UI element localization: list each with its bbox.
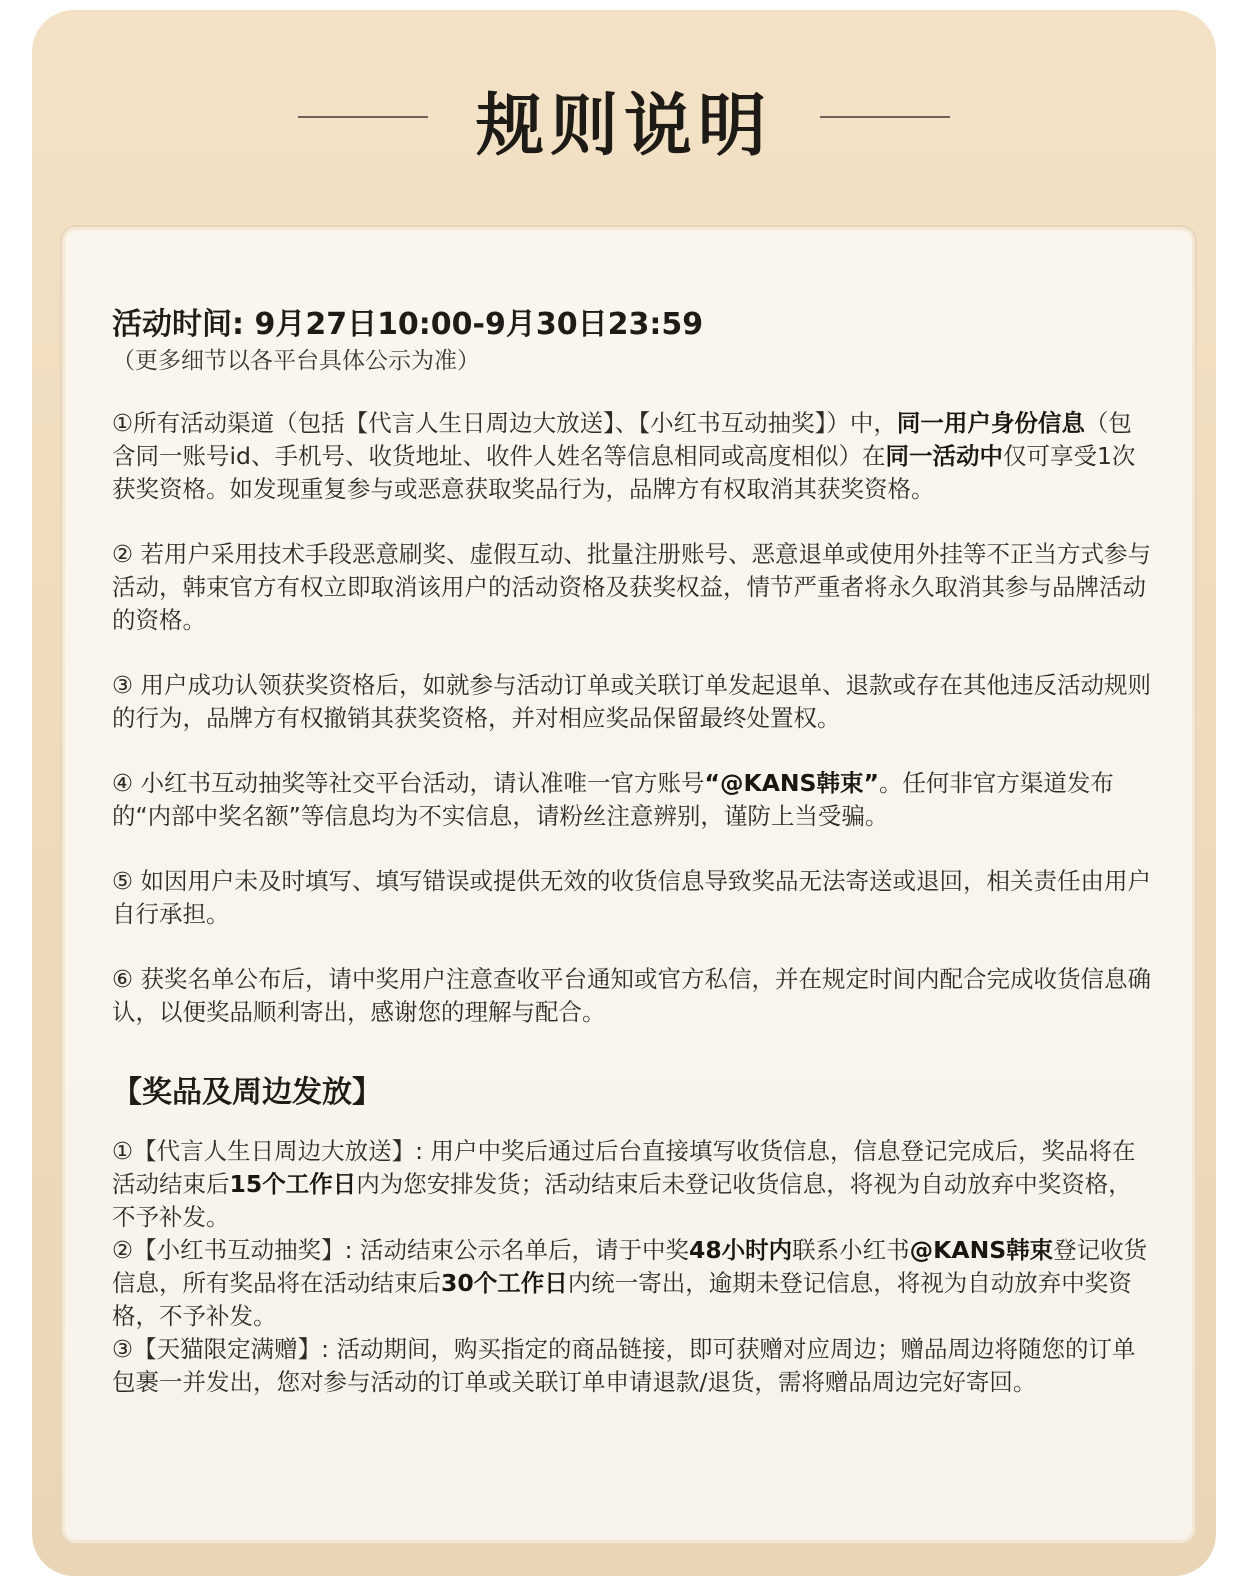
rules-list	[112, 407, 1152, 1029]
rule-item: ② 若用户采用技术手段恶意刷奖、虚假互动、批量注册账号、恶意退单或使用外挂等不正当方式参与活动，韩束官方有权立即取消该用户的活动资格及获奖权益，情节严重者将永久取消其参与品牌活动的资格。	[112, 540, 1152, 634]
rules-card	[60, 225, 1197, 1545]
emphasis-text: 48小时内	[688, 1236, 793, 1264]
prize-section-title: 【奖品及周边发放】	[112, 1075, 382, 1110]
title-divider-right	[820, 116, 950, 118]
rule-item: ④ 小红书互动抽奖等社交平台活动，请认准唯一官方账号“@KANS韩束”。任何非官方渠道发布的“内部中奖名额”等信息均为不实信息，请粉丝注意辨别，谨防上当受骗。	[112, 769, 1114, 830]
header	[32, 10, 1216, 220]
emphasis-text: 15个工作日	[229, 1170, 357, 1198]
emphasis-text: @KANS韩束	[909, 1236, 1054, 1264]
emphasis-text: 同一活动中	[885, 442, 1003, 470]
emphasis-text: 同一用户身份信息	[896, 409, 1085, 437]
rule-item: ⑤ 如因用户未及时填写、填写错误或提供无效的收货信息导致奖品无法寄送或退回，相关责任由用户自行承担。	[112, 867, 1152, 928]
rule-item: ③ 用户成功认领获奖资格后，如就参与活动订单或关联订单发起退单、退款或存在其他违反活动规则的行为，品牌方有权撤销其获奖资格，并对相应奖品保留最终处置权。	[112, 671, 1152, 732]
rules-content	[112, 305, 1152, 1399]
rule-item: ⑥ 获奖名单公布后，请中奖用户注意查收平台通知或官方私信，并在规定时间内配合完成收货信息确认，以便奖品顺利寄出，感谢您的理解与配合。	[112, 965, 1152, 1026]
prize-item: ①【代言人生日周边大放送】: 用户中奖后通过后台直接填写收货信息，信息登记完成后，奖品将在活动结束后15个工作日内为您安排发货；活动结束后未登记收货信息，将视为自动放弃中奖资格，不予补发。	[112, 1137, 1136, 1231]
activity-time: 活动时间: 9月27日10:00-9月30日23:59	[112, 307, 704, 342]
prize-list	[112, 1135, 1152, 1399]
emphasis-text: “@KANS韩束”	[704, 769, 879, 797]
prize-item: ③【天猫限定满赠】: 活动期间，购买指定的商品链接，即可获赠对应周边；赠品周边将随您的订单包裹一并发出，您对参与活动的订单或关联订单申请退款/退货，需将赠品周边完好寄回。	[112, 1335, 1136, 1396]
activity-time-note: （更多细节以各平台具体公示为准）	[112, 348, 480, 374]
page-title: 规则说明	[475, 87, 772, 166]
prize-item: ②【小红书互动抽奖】: 活动结束公示名单后，请于中奖48小时内联系小红书@KANS韩束登记收货信息，所有奖品将在活动结束后30个工作日内统一寄出，逾期未登记信息，将视为自动放弃中奖资格，不予补发。	[112, 1236, 1148, 1330]
rule-item: ①所有活动渠道（包括【代言人生日周边大放送】、【小红书互动抽奖】）中，同一用户身份信息（包含同一账号id、手机号、收货地址、收件人姓名等信息相同或高度相似）在同一活动中仅可享受1次获奖资格。如发现重复参与或恶意获取奖品行为，品牌方有权取消其获奖资格。	[112, 409, 1136, 503]
rules-panel	[32, 10, 1216, 1576]
emphasis-text: 30个工作日	[441, 1269, 568, 1297]
